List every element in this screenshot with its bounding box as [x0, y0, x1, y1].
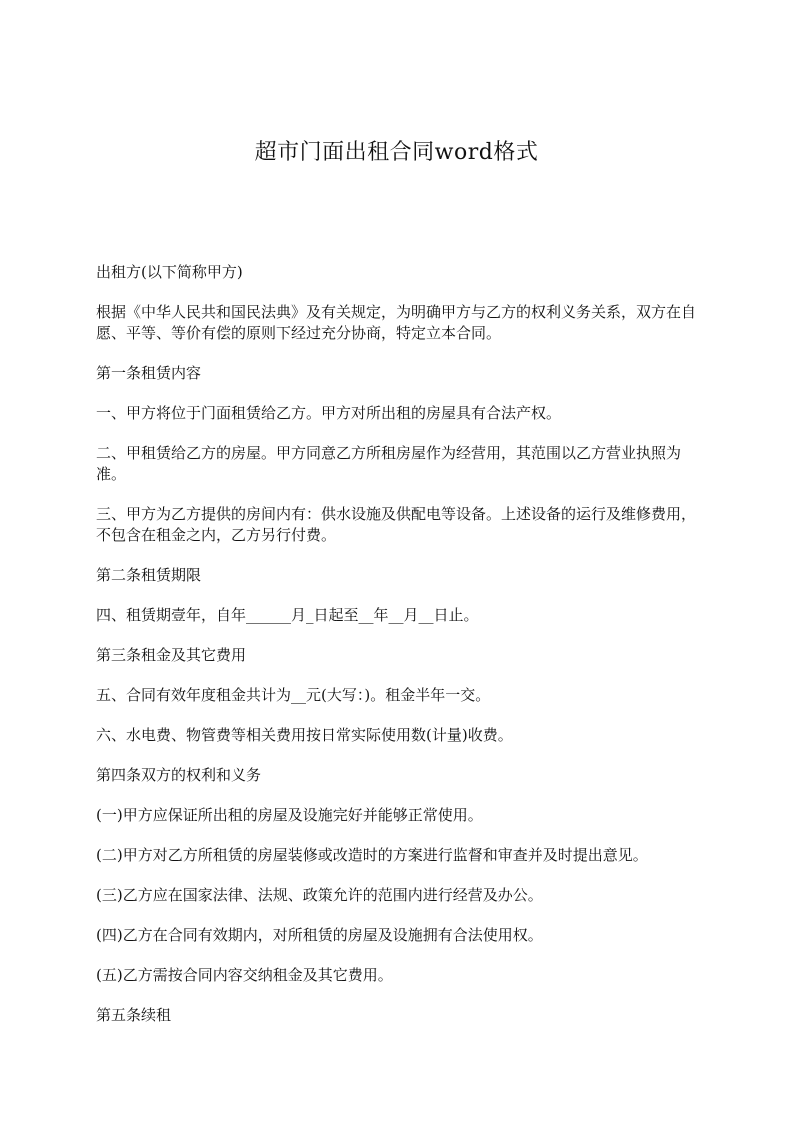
rights-item-2: (二)甲方对乙方所租赁的房屋装修或改造时的方案进行监督和审查并及时提出意见。 — [96, 846, 648, 864]
clause-5: 五、合同有效年度租金共计为__元(大写：)。租金半年一交。 — [96, 686, 491, 704]
article-5-heading: 第五条续租 — [96, 1006, 172, 1024]
clause-4: 四、租赁期壹年，自年______月_日起至__年__月__日止。 — [96, 606, 479, 624]
article-4-heading: 第四条双方的权利和义务 — [96, 766, 262, 784]
rights-item-5: (五)乙方需按合同内容交纳租金及其它费用。 — [96, 966, 393, 984]
rights-item-1: (一)甲方应保证所出租的房屋及设施完好并能够正常使用。 — [96, 806, 483, 824]
article-3-heading: 第三条租金及其它费用 — [96, 646, 247, 664]
clause-6: 六、水电费、物管费等相关费用按日常实际使用数(计量)收费。 — [96, 726, 513, 744]
article-2-heading: 第二条租赁期限 — [96, 566, 202, 584]
rights-item-4: (四)乙方在合同有效期内，对所租赁的房屋及设施拥有合法使用权。 — [96, 926, 543, 944]
document-title: 超市门面出租合同word格式 — [254, 140, 539, 165]
document-body — [96, 262, 696, 1045]
party-a-line: 出租方(以下简称甲方) — [96, 263, 243, 281]
preamble-paragraph: 根据《中华人民共和国民法典》及有关规定，为明确甲方与乙方的权利义务关系，双方在自愿、平等、等价有偿的原则下经过充分协商，特定立本合同。 — [96, 303, 697, 342]
clause-3: 三、甲方为乙方提供的房间内有：供水设施及供配电等设备。上述设备的运行及维修费用，不包含在租金之内，乙方另行付费。 — [96, 505, 697, 544]
rights-item-3: (三)乙方应在国家法律、法规、政策允许的范围内进行经营及办公。 — [96, 886, 543, 904]
clause-1: 一、甲方将位于门面租赁给乙方。甲方对所出租的房屋具有合法产权。 — [96, 404, 562, 422]
article-1-heading: 第一条租赁内容 — [96, 364, 202, 382]
clause-2: 二、甲租赁给乙方的房屋。甲方同意乙方所租房屋作为经营用，其范围以乙方营业执照为准。 — [96, 444, 682, 483]
